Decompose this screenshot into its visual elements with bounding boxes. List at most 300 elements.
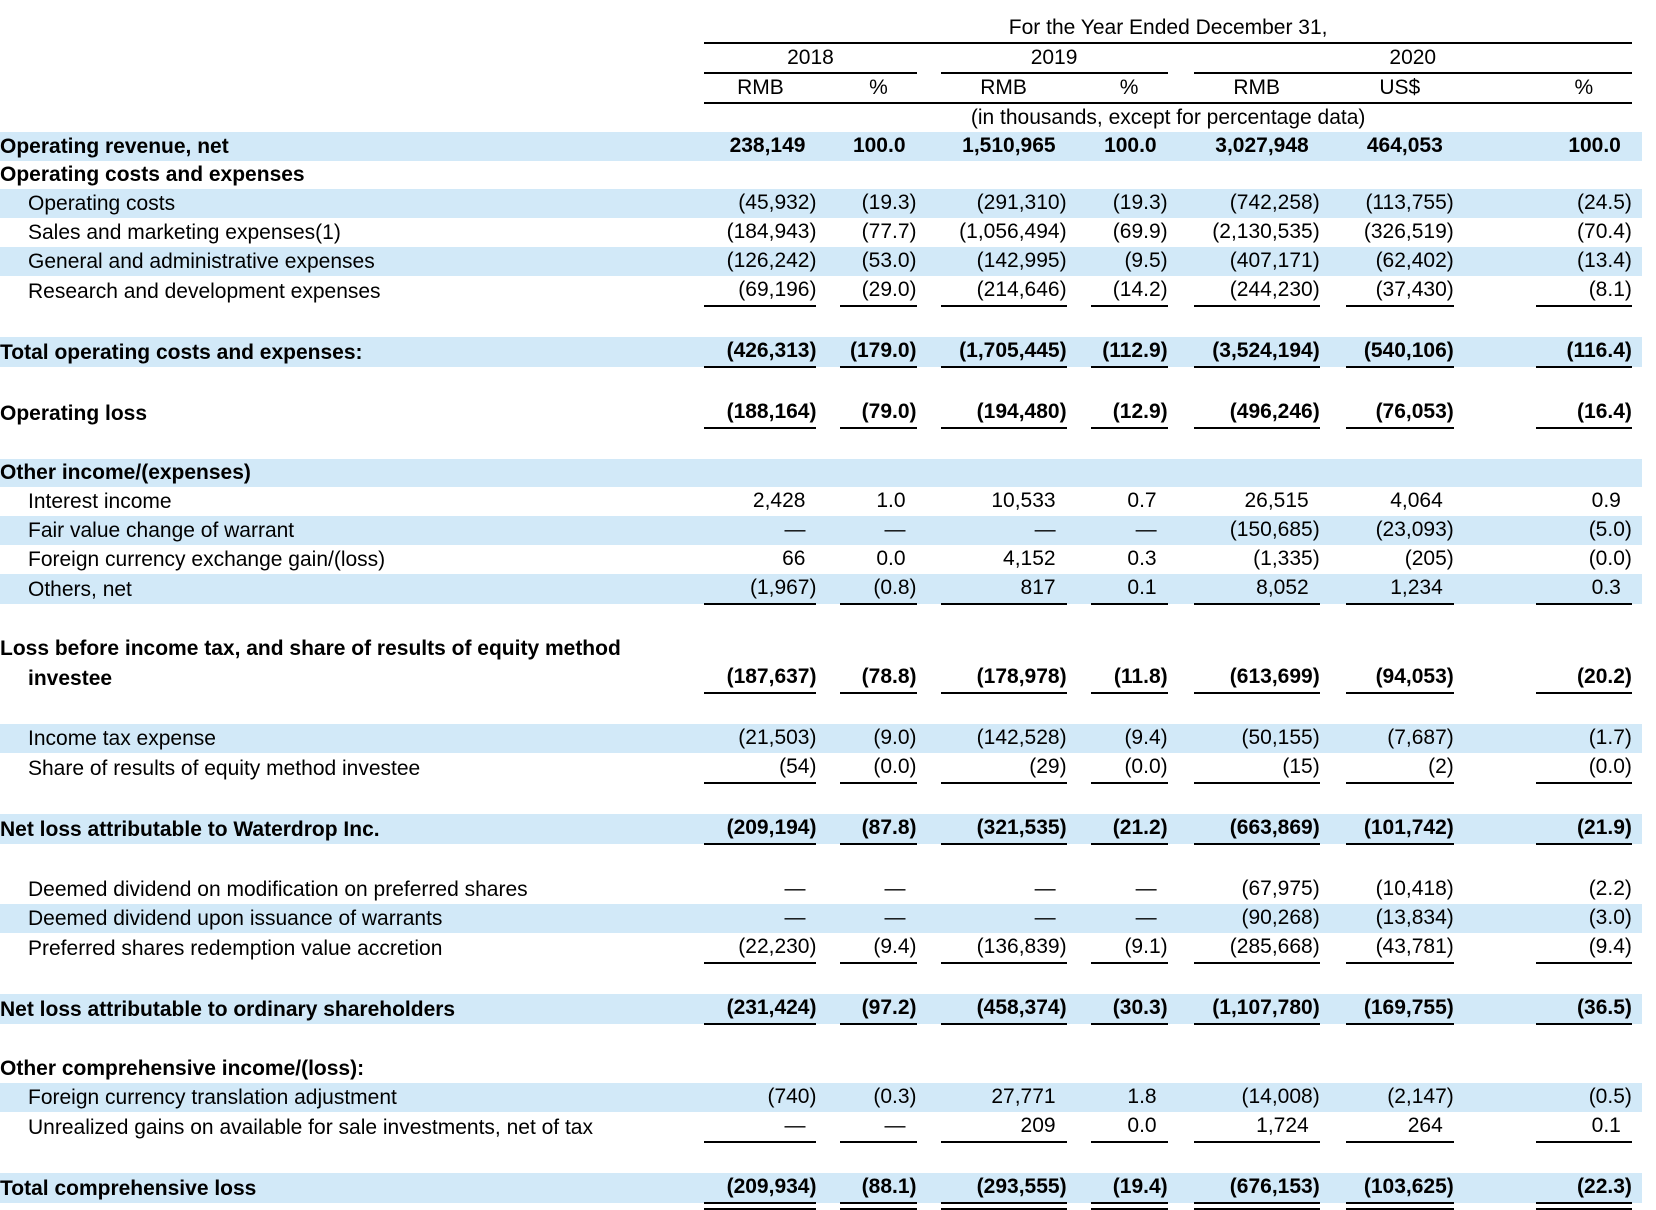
- header-years-row: [0, 43, 1642, 73]
- column-gap: [1454, 247, 1536, 276]
- cell-value: (142,995): [941, 247, 1067, 276]
- cell-value: (1,056,494): [959, 220, 1067, 243]
- table-title: For the Year Ended December 31,: [704, 14, 1631, 43]
- row-label: Research and development expenses: [28, 280, 381, 303]
- cell-value: 1,724: [1194, 1112, 1320, 1142]
- cell-value: (67,975): [1241, 877, 1320, 900]
- column-gap: [816, 337, 840, 367]
- column-gap: [1168, 994, 1194, 1024]
- cell-value: (0.5): [1536, 1083, 1632, 1112]
- cell-value: (29.0): [840, 276, 916, 306]
- cell-value: —: [840, 516, 916, 545]
- column-gap: [917, 43, 941, 73]
- cell-value: (103,625): [1346, 1173, 1454, 1203]
- table-row: [0, 487, 1642, 516]
- column-gap: [816, 73, 840, 103]
- row-label: Foreign currency translation adjustment: [0, 1083, 704, 1112]
- column-gap: [1067, 1055, 1091, 1083]
- column-gap: [816, 1203, 840, 1209]
- cell-value: (179.0): [840, 337, 916, 367]
- column-gap: [1168, 73, 1194, 103]
- cell-value: (101,742): [1346, 814, 1454, 844]
- cell-value: (1,335): [1253, 547, 1320, 570]
- column-gap: [816, 663, 840, 693]
- cell-value: —: [1091, 904, 1168, 933]
- table-row: [0, 814, 1642, 844]
- header-spacer-cell: [1632, 14, 1642, 43]
- cell-value: [840, 161, 916, 189]
- cell-value: (94,053): [1346, 663, 1454, 693]
- section-header-row: [0, 161, 1642, 189]
- cell-value: 1,234: [1346, 574, 1454, 604]
- column-gap: [917, 1112, 941, 1142]
- column-gap: [1320, 247, 1346, 276]
- column-gap: [1454, 459, 1536, 487]
- cell-value: [840, 1055, 916, 1083]
- cell-value: [1194, 161, 1320, 189]
- cell-value: (407,171): [1194, 247, 1320, 276]
- row-right-pad: [1632, 459, 1642, 487]
- column-gap: [1320, 398, 1346, 428]
- column-gap: [816, 161, 840, 189]
- row-right-pad: [1632, 994, 1642, 1024]
- column-gap: [1067, 753, 1091, 783]
- cell-value: (209,934): [704, 1173, 816, 1203]
- cell-value: (676,153): [1194, 1173, 1320, 1203]
- cell-value: [704, 459, 816, 487]
- column-gap: [917, 337, 941, 367]
- spacer-row: [0, 1024, 1642, 1055]
- row-right-pad: [1632, 1173, 1642, 1203]
- row-right-pad: [1632, 1112, 1642, 1142]
- cell-value: 66: [782, 547, 806, 570]
- cell-value: 464,053: [1346, 132, 1454, 161]
- spacer-row: [0, 306, 1642, 337]
- column-gap: [1168, 933, 1194, 963]
- cell-value: (142,528): [941, 724, 1067, 753]
- column-gap: [1168, 1112, 1194, 1142]
- spacer-cell: [0, 844, 1642, 875]
- cell-value: 0.7: [1127, 489, 1157, 512]
- cell-value: (194,480): [941, 398, 1067, 428]
- column-gap: [1320, 218, 1346, 247]
- column-gap: [1320, 545, 1346, 574]
- column-gap: [816, 814, 840, 844]
- cell-value: (540,106): [1346, 337, 1454, 367]
- cell-value: (19.3): [840, 189, 916, 218]
- col-header-pct-2020: %: [1536, 73, 1632, 103]
- column-gap: [1067, 398, 1091, 428]
- header-spacer-cell: [0, 73, 704, 103]
- header-spacer-cell: [0, 103, 704, 132]
- cell-value: [1346, 1055, 1454, 1083]
- cell-value: [1346, 459, 1454, 487]
- cell-value: [704, 161, 816, 189]
- row-label: investee: [28, 667, 113, 690]
- column-gap: [1168, 875, 1194, 904]
- row-right-pad: [1632, 574, 1642, 604]
- cell-value: —: [840, 904, 916, 933]
- table-row: [0, 189, 1642, 218]
- column-gap: [917, 1203, 941, 1209]
- column-gap: [917, 753, 941, 783]
- column-gap: [1454, 73, 1536, 103]
- column-gap: [1067, 459, 1091, 487]
- cell-value: 1,510,965: [941, 132, 1067, 161]
- cell-value: (169,755): [1346, 994, 1454, 1024]
- column-gap: [1454, 753, 1536, 783]
- cell-value: (20.2): [1536, 663, 1632, 693]
- column-gap: [1067, 161, 1091, 189]
- table-row: [0, 337, 1642, 367]
- column-gap: [1168, 487, 1194, 516]
- column-gap: [1454, 875, 1536, 904]
- cell-value: (16.4): [1536, 398, 1632, 428]
- cell-value: [1194, 1055, 1320, 1083]
- column-gap: [917, 398, 941, 428]
- section-header-row: [0, 459, 1642, 487]
- column-gap: [1067, 189, 1091, 218]
- column-gap: [1168, 161, 1194, 189]
- column-gap: [917, 635, 941, 663]
- cell-value: 27,771: [941, 1083, 1067, 1112]
- column-gap: [1168, 218, 1194, 247]
- cell-value: 8,052: [1194, 574, 1320, 604]
- column-gap: [917, 933, 941, 963]
- column-gap: [1454, 1112, 1536, 1142]
- cell-value: (150,685): [1194, 516, 1320, 545]
- column-gap: [917, 189, 941, 218]
- column-gap: [1067, 1173, 1091, 1203]
- column-gap: [816, 724, 840, 753]
- column-gap: [917, 459, 941, 487]
- column-gap: [917, 487, 941, 516]
- spacer-row: [0, 604, 1642, 635]
- column-gap: [1320, 663, 1346, 693]
- column-gap: [1168, 1203, 1194, 1209]
- column-gap: [917, 1173, 941, 1203]
- column-gap: [917, 218, 941, 247]
- table-row: [0, 132, 1642, 161]
- row-right-pad: [1632, 904, 1642, 933]
- header-spacer-cell: [1632, 43, 1642, 73]
- row-right-pad: [1632, 545, 1642, 574]
- cell-value: 100.0: [840, 132, 916, 161]
- cell-value: (205): [1404, 547, 1454, 570]
- cell-value: (285,668): [1194, 933, 1320, 963]
- header-spacer-cell: [0, 14, 704, 43]
- column-gap: [917, 1055, 941, 1083]
- cell-value: 26,515: [1244, 489, 1309, 512]
- column-gap: [816, 1112, 840, 1142]
- cell-value: [1091, 161, 1168, 189]
- spacer-cell: [0, 1142, 1642, 1173]
- header-units-row: [0, 73, 1642, 103]
- row-right-pad: [1632, 875, 1642, 904]
- header-spacer-cell: [1632, 73, 1642, 103]
- cell-value: (69,196): [704, 276, 816, 306]
- cell-value: —: [784, 877, 806, 900]
- cell-value: (0.0): [1091, 753, 1168, 783]
- financial-statement-page: [0, 14, 1656, 1210]
- table-row: [0, 545, 1642, 574]
- cell-value: —: [704, 904, 816, 933]
- row-label: Loss before income tax, and share of results of equity method: [0, 637, 621, 660]
- cell-value: 100.0: [1536, 132, 1632, 161]
- column-gap: [1454, 1055, 1536, 1083]
- column-gap: [1454, 1083, 1536, 1112]
- row-label: Interest income: [28, 490, 172, 513]
- table-row: [0, 753, 1642, 783]
- column-gap: [816, 398, 840, 428]
- cell-value: (136,839): [941, 933, 1067, 963]
- row-label: Foreign currency exchange gain/(loss): [28, 548, 386, 571]
- cell-value: (69.9): [1112, 220, 1168, 243]
- cell-value: [941, 635, 1067, 663]
- cell-value: (88.1): [840, 1173, 916, 1203]
- column-gap: [1320, 161, 1346, 189]
- column-gap: [1454, 276, 1536, 306]
- column-gap: [1320, 276, 1346, 306]
- column-gap: [917, 663, 941, 693]
- cell-value: 4,152: [1003, 547, 1056, 570]
- column-gap: [1320, 724, 1346, 753]
- cell-value: (13,834): [1346, 904, 1454, 933]
- column-gap: [816, 875, 840, 904]
- cell-value: 0.3: [1536, 574, 1632, 604]
- column-gap: [1320, 814, 1346, 844]
- cell-value: (326,519): [1363, 220, 1454, 243]
- column-gap: [917, 132, 941, 161]
- column-gap: [1454, 814, 1536, 844]
- cell-value: (2): [1346, 753, 1454, 783]
- row-label: Operating costs: [0, 189, 704, 218]
- spacer-row: [0, 1142, 1642, 1173]
- column-gap: [1168, 545, 1194, 574]
- column-gap: [1454, 545, 1536, 574]
- cell-value: (9.4): [1536, 933, 1632, 963]
- column-gap: [917, 276, 941, 306]
- row-label: Unrealized gains on available for sale investments, net of tax: [28, 1116, 593, 1139]
- cell-value: (3.0): [1536, 904, 1632, 933]
- column-gap: [917, 724, 941, 753]
- column-gap: [1320, 189, 1346, 218]
- cell-value: (14.2): [1091, 276, 1168, 306]
- row-right-pad: [1632, 398, 1642, 428]
- column-gap: [1168, 247, 1194, 276]
- cell-value: (231,424): [704, 994, 816, 1024]
- header-spacer-cell: [1632, 103, 1642, 132]
- column-gap: [1067, 132, 1091, 161]
- column-gap: [1320, 1112, 1346, 1142]
- row-label: Deemed dividend upon issuance of warrants: [0, 904, 704, 933]
- cell-value: (663,869): [1194, 814, 1320, 844]
- cell-value: (54): [704, 753, 816, 783]
- row-label: Other income/(expenses): [0, 459, 704, 487]
- cell-value: (2.2): [1588, 877, 1632, 900]
- row-label: Deemed dividend on modification on preferred shares: [28, 878, 528, 901]
- cell-value: (7,687): [1346, 724, 1454, 753]
- double-rule-spacer: [0, 1203, 704, 1209]
- units-note: (in thousands, except for percentage data): [970, 106, 1366, 129]
- cell-value: (2,130,535): [1212, 220, 1320, 243]
- row-right-pad: [1632, 724, 1642, 753]
- cell-value: (214,646): [941, 276, 1067, 306]
- table-row: [0, 663, 1642, 693]
- cell-value: (29): [941, 753, 1067, 783]
- cell-value: (126,242): [704, 247, 816, 276]
- table-row: [0, 933, 1642, 963]
- column-gap: [1168, 398, 1194, 428]
- cell-value: (9.1): [1091, 933, 1168, 963]
- column-gap: [1168, 43, 1194, 73]
- spacer-row: [0, 693, 1642, 724]
- income-statement-table: [0, 14, 1642, 1210]
- cell-value: 10,533: [991, 489, 1056, 512]
- cell-value: 2,428: [752, 489, 806, 512]
- column-gap: [1454, 933, 1536, 963]
- row-right-pad: [1632, 663, 1642, 693]
- cell-value: (9.4): [840, 933, 916, 963]
- cell-value: (79.0): [840, 398, 916, 428]
- double-rule-segment: [1346, 1203, 1454, 1209]
- table-row: [0, 1112, 1642, 1142]
- column-gap: [1067, 1203, 1091, 1209]
- column-gap: [1067, 276, 1091, 306]
- cell-value: (19.4): [1091, 1173, 1168, 1203]
- cell-value: 817: [941, 574, 1067, 604]
- cell-value: (43,781): [1346, 933, 1454, 963]
- row-label: Sales and marketing expenses(1): [28, 221, 341, 244]
- cell-value: (184,943): [726, 220, 817, 243]
- column-gap: [1320, 337, 1346, 367]
- column-gap: [1067, 574, 1091, 604]
- column-gap: [1454, 398, 1536, 428]
- cell-value: (77.7): [861, 220, 917, 243]
- cell-value: (14,008): [1194, 1083, 1320, 1112]
- col-header-rmb-2018: RMB: [704, 73, 816, 103]
- cell-value: [1091, 1055, 1168, 1083]
- column-gap: [1320, 516, 1346, 545]
- cell-value: 1.0: [876, 489, 906, 512]
- cell-value: —: [941, 516, 1067, 545]
- table-row: [0, 994, 1642, 1024]
- column-gap: [1168, 337, 1194, 367]
- column-gap: [1320, 1055, 1346, 1083]
- column-gap: [1067, 73, 1091, 103]
- row-right-pad: [1632, 161, 1642, 189]
- cell-value: (293,555): [941, 1173, 1067, 1203]
- cell-value: (321,535): [941, 814, 1067, 844]
- column-gap: [917, 161, 941, 189]
- cell-value: [1194, 635, 1320, 663]
- cell-value: (209,194): [704, 814, 816, 844]
- section-header-row: [0, 1055, 1642, 1083]
- cell-value: (742,258): [1194, 189, 1320, 218]
- column-gap: [917, 875, 941, 904]
- column-gap: [816, 933, 840, 963]
- column-gap: [917, 994, 941, 1024]
- column-gap: [1454, 161, 1536, 189]
- column-gap: [1067, 904, 1091, 933]
- cell-value: (496,246): [1194, 398, 1320, 428]
- column-gap: [1168, 814, 1194, 844]
- column-gap: [1067, 663, 1091, 693]
- cell-value: —: [704, 1112, 816, 1142]
- cell-value: 1.8: [1091, 1083, 1168, 1112]
- cell-value: [1091, 459, 1168, 487]
- header-title-row: [0, 14, 1642, 43]
- cell-value: (0.0): [1536, 753, 1632, 783]
- row-label: Other comprehensive income/(loss):: [0, 1057, 365, 1080]
- cell-value: 100.0: [1091, 132, 1168, 161]
- double-rule-segment: [1091, 1203, 1168, 1209]
- cell-value: [1536, 459, 1632, 487]
- col-header-rmb-2019: RMB: [941, 73, 1067, 103]
- cell-value: (0.0): [1588, 547, 1632, 570]
- cell-value: 3,027,948: [1194, 132, 1320, 161]
- cell-value: (9.4): [1091, 724, 1168, 753]
- column-gap: [1067, 487, 1091, 516]
- column-gap: [1168, 1173, 1194, 1203]
- column-gap: [816, 545, 840, 574]
- double-rule-segment: [1536, 1203, 1632, 1209]
- row-label: Total comprehensive loss: [0, 1173, 704, 1203]
- column-gap: [1320, 132, 1346, 161]
- column-gap: [816, 516, 840, 545]
- cell-value: (9.0): [840, 724, 916, 753]
- row-label: Net loss attributable to ordinary shareholders: [0, 994, 704, 1024]
- column-gap: [1320, 487, 1346, 516]
- column-gap: [1168, 635, 1194, 663]
- double-rule-segment: [704, 1203, 816, 1209]
- cell-value: (187,637): [704, 663, 816, 693]
- cell-value: [840, 635, 916, 663]
- cell-value: (15): [1194, 753, 1320, 783]
- table-row: [0, 247, 1642, 276]
- row-right-pad: [1632, 933, 1642, 963]
- column-gap: [1067, 933, 1091, 963]
- column-gap: [816, 487, 840, 516]
- column-gap: [1168, 1055, 1194, 1083]
- table-row: [0, 574, 1642, 604]
- col-header-pct-2018: %: [840, 73, 916, 103]
- cell-value: (9.5): [1091, 247, 1168, 276]
- column-gap: [1067, 724, 1091, 753]
- cell-value: 0.0: [1091, 1112, 1168, 1142]
- cell-value: (291,310): [941, 189, 1067, 218]
- column-gap: [1454, 337, 1536, 367]
- cell-value: (30.3): [1091, 994, 1168, 1024]
- column-gap: [1067, 516, 1091, 545]
- cell-value: 0.1: [1536, 1112, 1632, 1142]
- table-row: [0, 875, 1642, 904]
- cell-value: 238,149: [704, 132, 816, 161]
- row-label: Income tax expense: [0, 724, 704, 753]
- column-gap: [1067, 337, 1091, 367]
- table-row: [0, 398, 1642, 428]
- row-label: Total operating costs and expenses:: [0, 337, 704, 367]
- row-right-pad: [1632, 516, 1642, 545]
- column-gap: [1454, 1203, 1536, 1209]
- table-body: [0, 132, 1642, 1209]
- section-header-row: [0, 635, 1642, 663]
- cell-value: [704, 1055, 816, 1083]
- cell-value: (90,268): [1194, 904, 1320, 933]
- row-right-pad: [1632, 635, 1642, 663]
- cell-value: —: [1034, 877, 1056, 900]
- cell-value: (70.4): [1577, 220, 1632, 243]
